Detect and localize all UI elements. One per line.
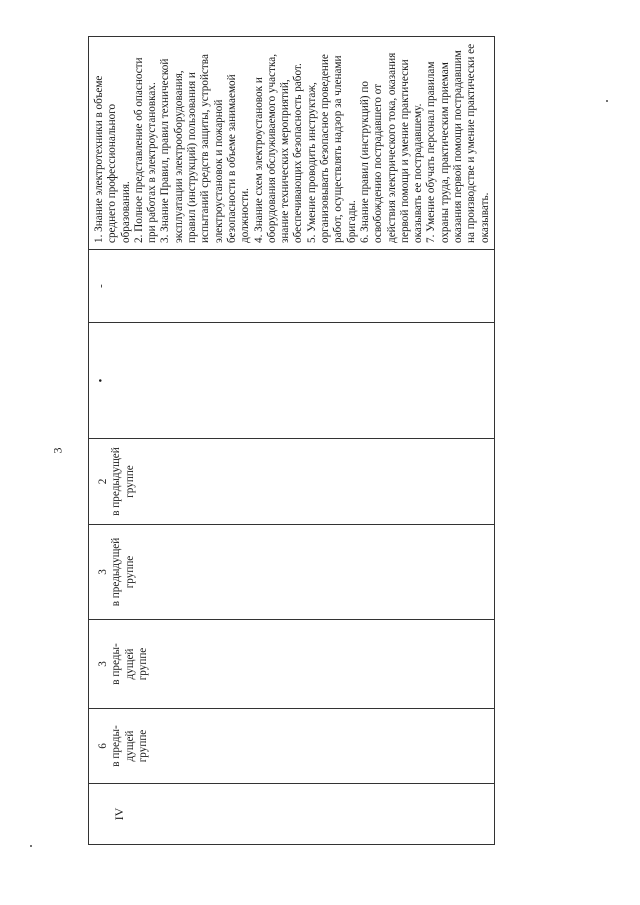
column-cell-3 [89, 525, 495, 620]
requirement-item: 5. Умение проводить инструктаж, организовывать безопасное проведение работ, осуществлять надзор за членами бригады. [305, 54, 358, 243]
column-number: 3 [97, 661, 109, 667]
requirement-item: 2. Полное представление об опасности при работах в электроустановках. [132, 57, 159, 243]
column-line: в предыдущей [110, 537, 123, 607]
column-line: в преды- [110, 725, 123, 767]
requirements-list [89, 37, 494, 249]
mark-cell-2 [89, 250, 495, 323]
column-cell-1 [89, 709, 495, 784]
mark: - [95, 284, 107, 288]
table-row [89, 37, 495, 845]
column-line: группе [136, 729, 149, 763]
mark-cell-1 [89, 323, 495, 439]
column-line: в преды- [110, 643, 123, 685]
requirement-item: 4. Знание схем электроустановок и оборудования обслуживаемого участка, знание технических мероприятий, обеспечивающих безопасность работ. [252, 53, 305, 243]
requirement-item: 6. Знание правил (инструкций) по освобождению пострадавшего от действия электрического тока, оказания первой помощи и умение практически оказывать ее пострадавшему. [358, 52, 425, 243]
column-line: группе [136, 647, 149, 681]
column-number: 6 [97, 743, 109, 749]
requirement-item: 3. Знание Правил, правил технической эксплуатации электрооборудования, правил (инструкций) пользования и испытаний средств защиты, устройства электроустановок и пожарной безопасности в объеме занимаемой должности. [159, 54, 252, 243]
column-number: 3 [97, 569, 109, 575]
column-line: дущей [123, 648, 136, 680]
column-cell-4 [89, 439, 495, 525]
column-line: группе [123, 555, 136, 589]
requirement-item: 1. Знание электротехники в объеме среднего профессионального образования. [93, 75, 132, 243]
mark: • [95, 378, 107, 383]
qualification-table [88, 43, 640, 821]
requirements-table [88, 36, 495, 845]
column-line: группе [123, 465, 136, 498]
requirement-item: 7. Умение обучать персонал правилам охраны труда, практическим приемам оказания первой помощи пострадавшим на производстве и умение практически ее оказывать. [425, 43, 491, 243]
column-number: 2 [97, 478, 109, 485]
requirements-cell [89, 37, 495, 250]
column-line: в предыдущей [110, 447, 123, 516]
group-cell: IV [89, 784, 495, 845]
column-cell-2 [89, 620, 495, 709]
page-number: 3 [50, 447, 65, 454]
column-line: дущей [123, 730, 136, 762]
scan-speck [30, 845, 32, 847]
